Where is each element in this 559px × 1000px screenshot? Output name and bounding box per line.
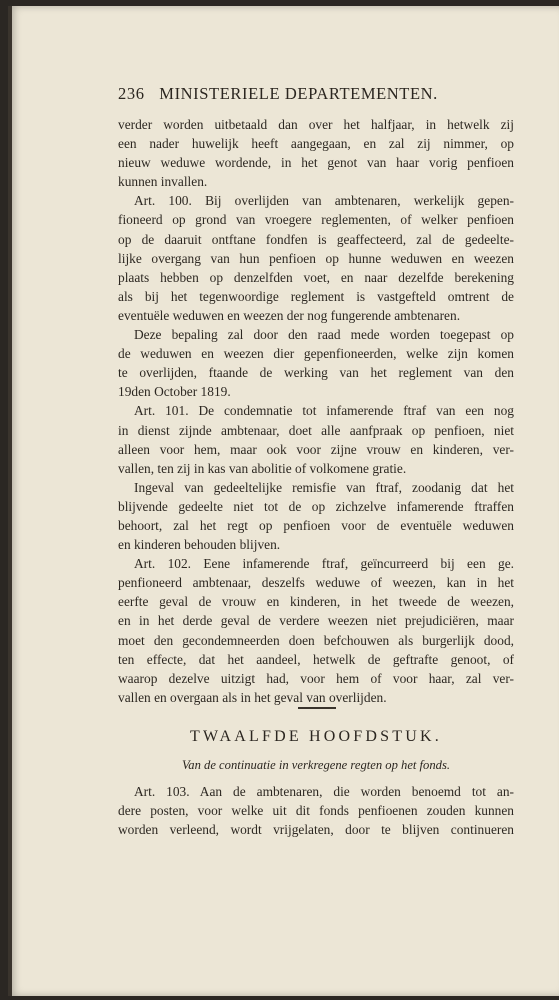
text-line: in dienst zijnde ambtenaar, doet alle aanfpraak op penfioen, niet: [118, 422, 514, 438]
text-line: blijvende gedeelte niet tot de op zichzelve infamerende ftraffen: [118, 498, 514, 514]
running-title: MINISTERIELE DEPARTEMENTEN.: [159, 84, 438, 103]
text-line: vallen en overgaan als in het geval van overlijden.: [118, 689, 387, 705]
text-line: Art. 102. Eene infamerende ftraf, geïncurreerd bij een ge.: [134, 556, 514, 572]
text-line: als bij het tegenwoordige reglement is vastgefteld omtrent de: [118, 288, 514, 304]
text-line: dere posten, voor welke uit dit fonds penfioenen zouden kunnen: [118, 803, 514, 819]
text-line: Art. 100. Bij overlijden van ambtenaren, werkelijk gepen-: [134, 193, 514, 209]
text-line: vallen, ten zij in kas van abolitie of volkomene gratie.: [118, 460, 407, 476]
text-line: plaats hebben op denzelfden voet, en naar dezelfde berekening: [118, 269, 514, 285]
text-line: Art. 103. Aan de ambtenaren, die worden benoemd tot an-: [134, 784, 514, 799]
text-line: Deze bepaling zal door den raad mede worden toegepast op: [134, 327, 514, 343]
text-line: behoort, zal het regt op penfioen voor de eventuële weduwen: [118, 517, 514, 533]
section-divider: [298, 707, 336, 709]
text-line: 19den October 1819.: [118, 384, 231, 400]
page-number: 236: [118, 84, 145, 103]
text-line: en kinderen behouden blijven.: [118, 537, 281, 553]
text-line: en in het derde geval de verdere weezen niet prejudiciëren, maar: [118, 613, 514, 629]
text-line: verder worden uitbetaald dan over het halfjaar, in hetwelk zij: [118, 117, 514, 132]
text-line: ten effecte, dat het aandeel, hetwelk de geftrafte genoot, of: [118, 651, 514, 667]
text-line: moet den gecondemneerden doen befchouwen als burgerlijk dood,: [118, 632, 514, 648]
text-line: alleen voor hem, maar ook voor zijne vrouw en kinderen, ver-: [118, 441, 514, 457]
text-line: kunnen invallen.: [118, 174, 208, 190]
text-line: eerfte geval de vrouw en kinderen, in het tweede de weezen,: [118, 594, 514, 610]
text-line: fioneerd op grond van vroegere reglementen, of welker penfioen: [118, 212, 514, 228]
text-line: nieuw weduwe wordende, in het genot van haar vorig penfioen: [118, 155, 514, 171]
text-line: penfioneerd ambtenaar, deszelfs weduwe of weezen, kan in het: [118, 575, 514, 591]
chapter-heading: TWAALFDE HOOFDSTUK.: [190, 728, 442, 745]
page-gutter: [8, 6, 12, 996]
text-line: lijke overgang van hun penfioen op hunne weduwen en weezen: [118, 250, 514, 266]
text-line: worden verleend, wordt vrijgelaten, door te blijven continueren: [118, 822, 514, 838]
text-line: waarop dezelve uitzigt had, voor hem of voor haar, zal ver-: [118, 670, 514, 686]
chapter-subheading: Van de continuatie in verkregene regten op het fonds.: [181, 758, 450, 772]
text-line: Ingeval van gedeeltelijke remisfie van ftraf, zoodanig dat het: [134, 479, 514, 495]
running-header: [118, 84, 458, 106]
text-line: eventuële weduwen en weezen der nog fungerende ambtenaren.: [118, 307, 461, 323]
text-line: een nader huwelijk heeft aangegaan, en zal zij nimmer, op: [118, 136, 514, 152]
text-line: te overlijden, ftaande de werking van het reglement van den: [118, 365, 514, 381]
text-line: op de daaruit ontftane fondfen is geaffecteerd, zal de gedeelte-: [118, 231, 514, 247]
body-text-block-1: [118, 115, 514, 707]
text-line: de weduwen en weezen dier gepenfioneerden, welke zijn komen: [118, 346, 514, 362]
text-line: Art. 101. De condemnatie tot infamerende ftraf van een nog: [134, 403, 514, 419]
body-text-block-2: [118, 782, 514, 839]
